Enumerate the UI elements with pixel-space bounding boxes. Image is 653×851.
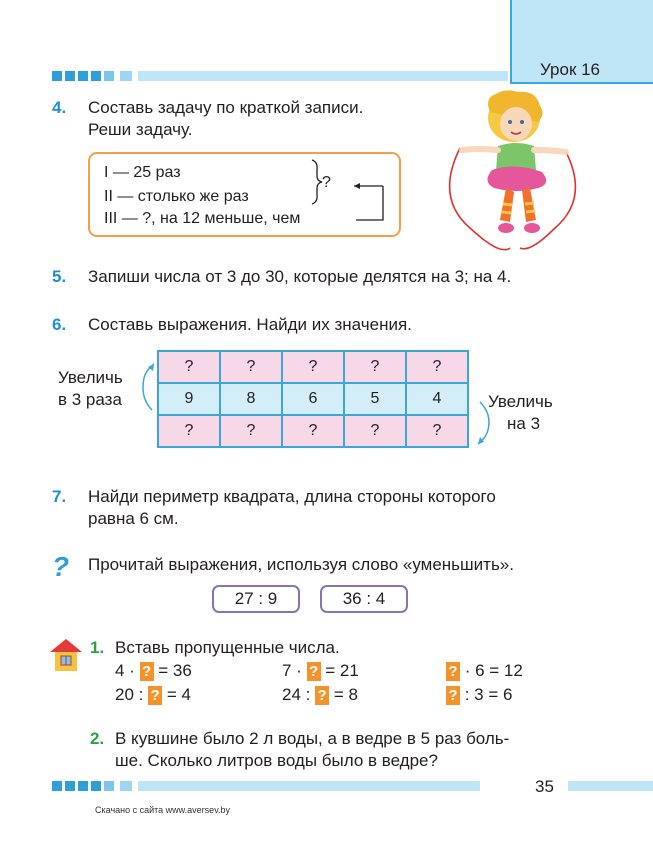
- table-cell: 9: [158, 383, 220, 415]
- equation-r1c2: 7 · ? = 21: [282, 661, 359, 680]
- task6-number: 6.: [52, 315, 67, 334]
- question-mark-icon: ?: [52, 551, 70, 582]
- equation-r2c1: 20 : ? = 4: [115, 685, 191, 704]
- equation-r1c3: ? · 6 = 12: [446, 660, 523, 682]
- table-cell: ?: [158, 351, 220, 383]
- task6-right-label-line2: на 3: [507, 414, 541, 433]
- task4-text-line2: Реши задачу.: [88, 120, 193, 139]
- equation-r1c1: 4 · ? = 36: [115, 661, 192, 680]
- task4-number: 4.: [52, 98, 67, 117]
- table-cell: ?: [406, 351, 468, 383]
- table-cell: ?: [220, 351, 282, 383]
- table-cell: ?: [344, 415, 406, 447]
- missing-number-marker: ?: [446, 662, 460, 681]
- expression-pill-2: 36 : 4: [320, 585, 408, 613]
- missing-number-marker: ?: [315, 686, 329, 705]
- homework-task1-text: Вставь пропущенные числа.: [115, 638, 340, 657]
- table-cell: ?: [282, 351, 344, 383]
- task6-table: [157, 350, 469, 448]
- homework-task2-number: 2.: [90, 729, 105, 748]
- task4-brace-and-arrow-icon: [300, 156, 400, 236]
- equation-r2c3: ? : 3 = 6: [446, 684, 512, 706]
- table-row-top: [158, 351, 468, 383]
- task6-right-label-line1: Увеличь: [488, 392, 553, 411]
- table-row-bottom: [158, 415, 468, 447]
- missing-number-marker: ?: [307, 662, 321, 681]
- task7-text-line1: Найди периметр квадрата, длина стороны которого: [88, 487, 496, 506]
- table-cell: ?: [344, 351, 406, 383]
- task4-box-line2: II — столько же раз: [104, 188, 249, 205]
- lesson-title: Урок 16: [540, 60, 601, 79]
- homework-task2-text-line1: В кувшине было 2 л воды, а в ведре в 5 раз боль-: [115, 729, 510, 748]
- missing-number-marker: ?: [446, 686, 460, 705]
- missing-number-marker: ?: [140, 662, 154, 681]
- header-stripe: [52, 71, 508, 81]
- homework-task1-number: 1.: [90, 638, 105, 657]
- curved-arrow-icon-right: [474, 400, 496, 450]
- missing-number-marker: ?: [148, 686, 162, 705]
- table-cell: 5: [344, 383, 406, 415]
- task4-text-line1: Составь задачу по краткой записи.: [88, 98, 364, 117]
- task4-box-question: ?: [322, 174, 331, 191]
- table-cell: ?: [282, 415, 344, 447]
- table-row-middle: [158, 383, 468, 415]
- house-icon: [48, 636, 84, 674]
- task6-left-label-line1: Увеличь: [58, 368, 123, 387]
- task4-box-line1: I — 25 раз: [104, 164, 181, 181]
- source-note: Скачано с сайта www.aversev.by: [95, 805, 231, 815]
- table-cell: ?: [406, 415, 468, 447]
- footer-stripe-right: [568, 781, 653, 791]
- table-cell: 6: [282, 383, 344, 415]
- jump-rope-girl-illustration: [440, 88, 585, 258]
- task4-box-line3: III — ?, на 12 меньше, чем: [104, 210, 301, 227]
- task5-number: 5.: [52, 267, 67, 286]
- curved-arrow-icon-left: [136, 358, 158, 412]
- footer-stripe: [52, 781, 480, 791]
- task7-text-line2: равна 6 см.: [88, 509, 179, 528]
- equation-r2c2: 24 : ? = 8: [282, 685, 358, 704]
- page-number: 35: [535, 777, 554, 796]
- task7-number: 7.: [52, 487, 67, 506]
- task6-text: Составь выражения. Найди их значения.: [88, 315, 412, 334]
- table-cell: ?: [158, 415, 220, 447]
- table-cell: 4: [406, 383, 468, 415]
- homework-task2-text-line2: ше. Сколько литров воды было в ведре?: [115, 751, 438, 770]
- task5-text: Запиши числа от 3 до 30, которые делятся на 3; на 4.: [88, 267, 512, 286]
- read-task-text: Прочитай выражения, используя слово «уменьшить».: [88, 555, 514, 574]
- table-cell: 8: [220, 383, 282, 415]
- expression-pill-1: 27 : 9: [212, 585, 300, 613]
- table-cell: ?: [220, 415, 282, 447]
- task6-left-label-line2: в 3 раза: [58, 390, 122, 409]
